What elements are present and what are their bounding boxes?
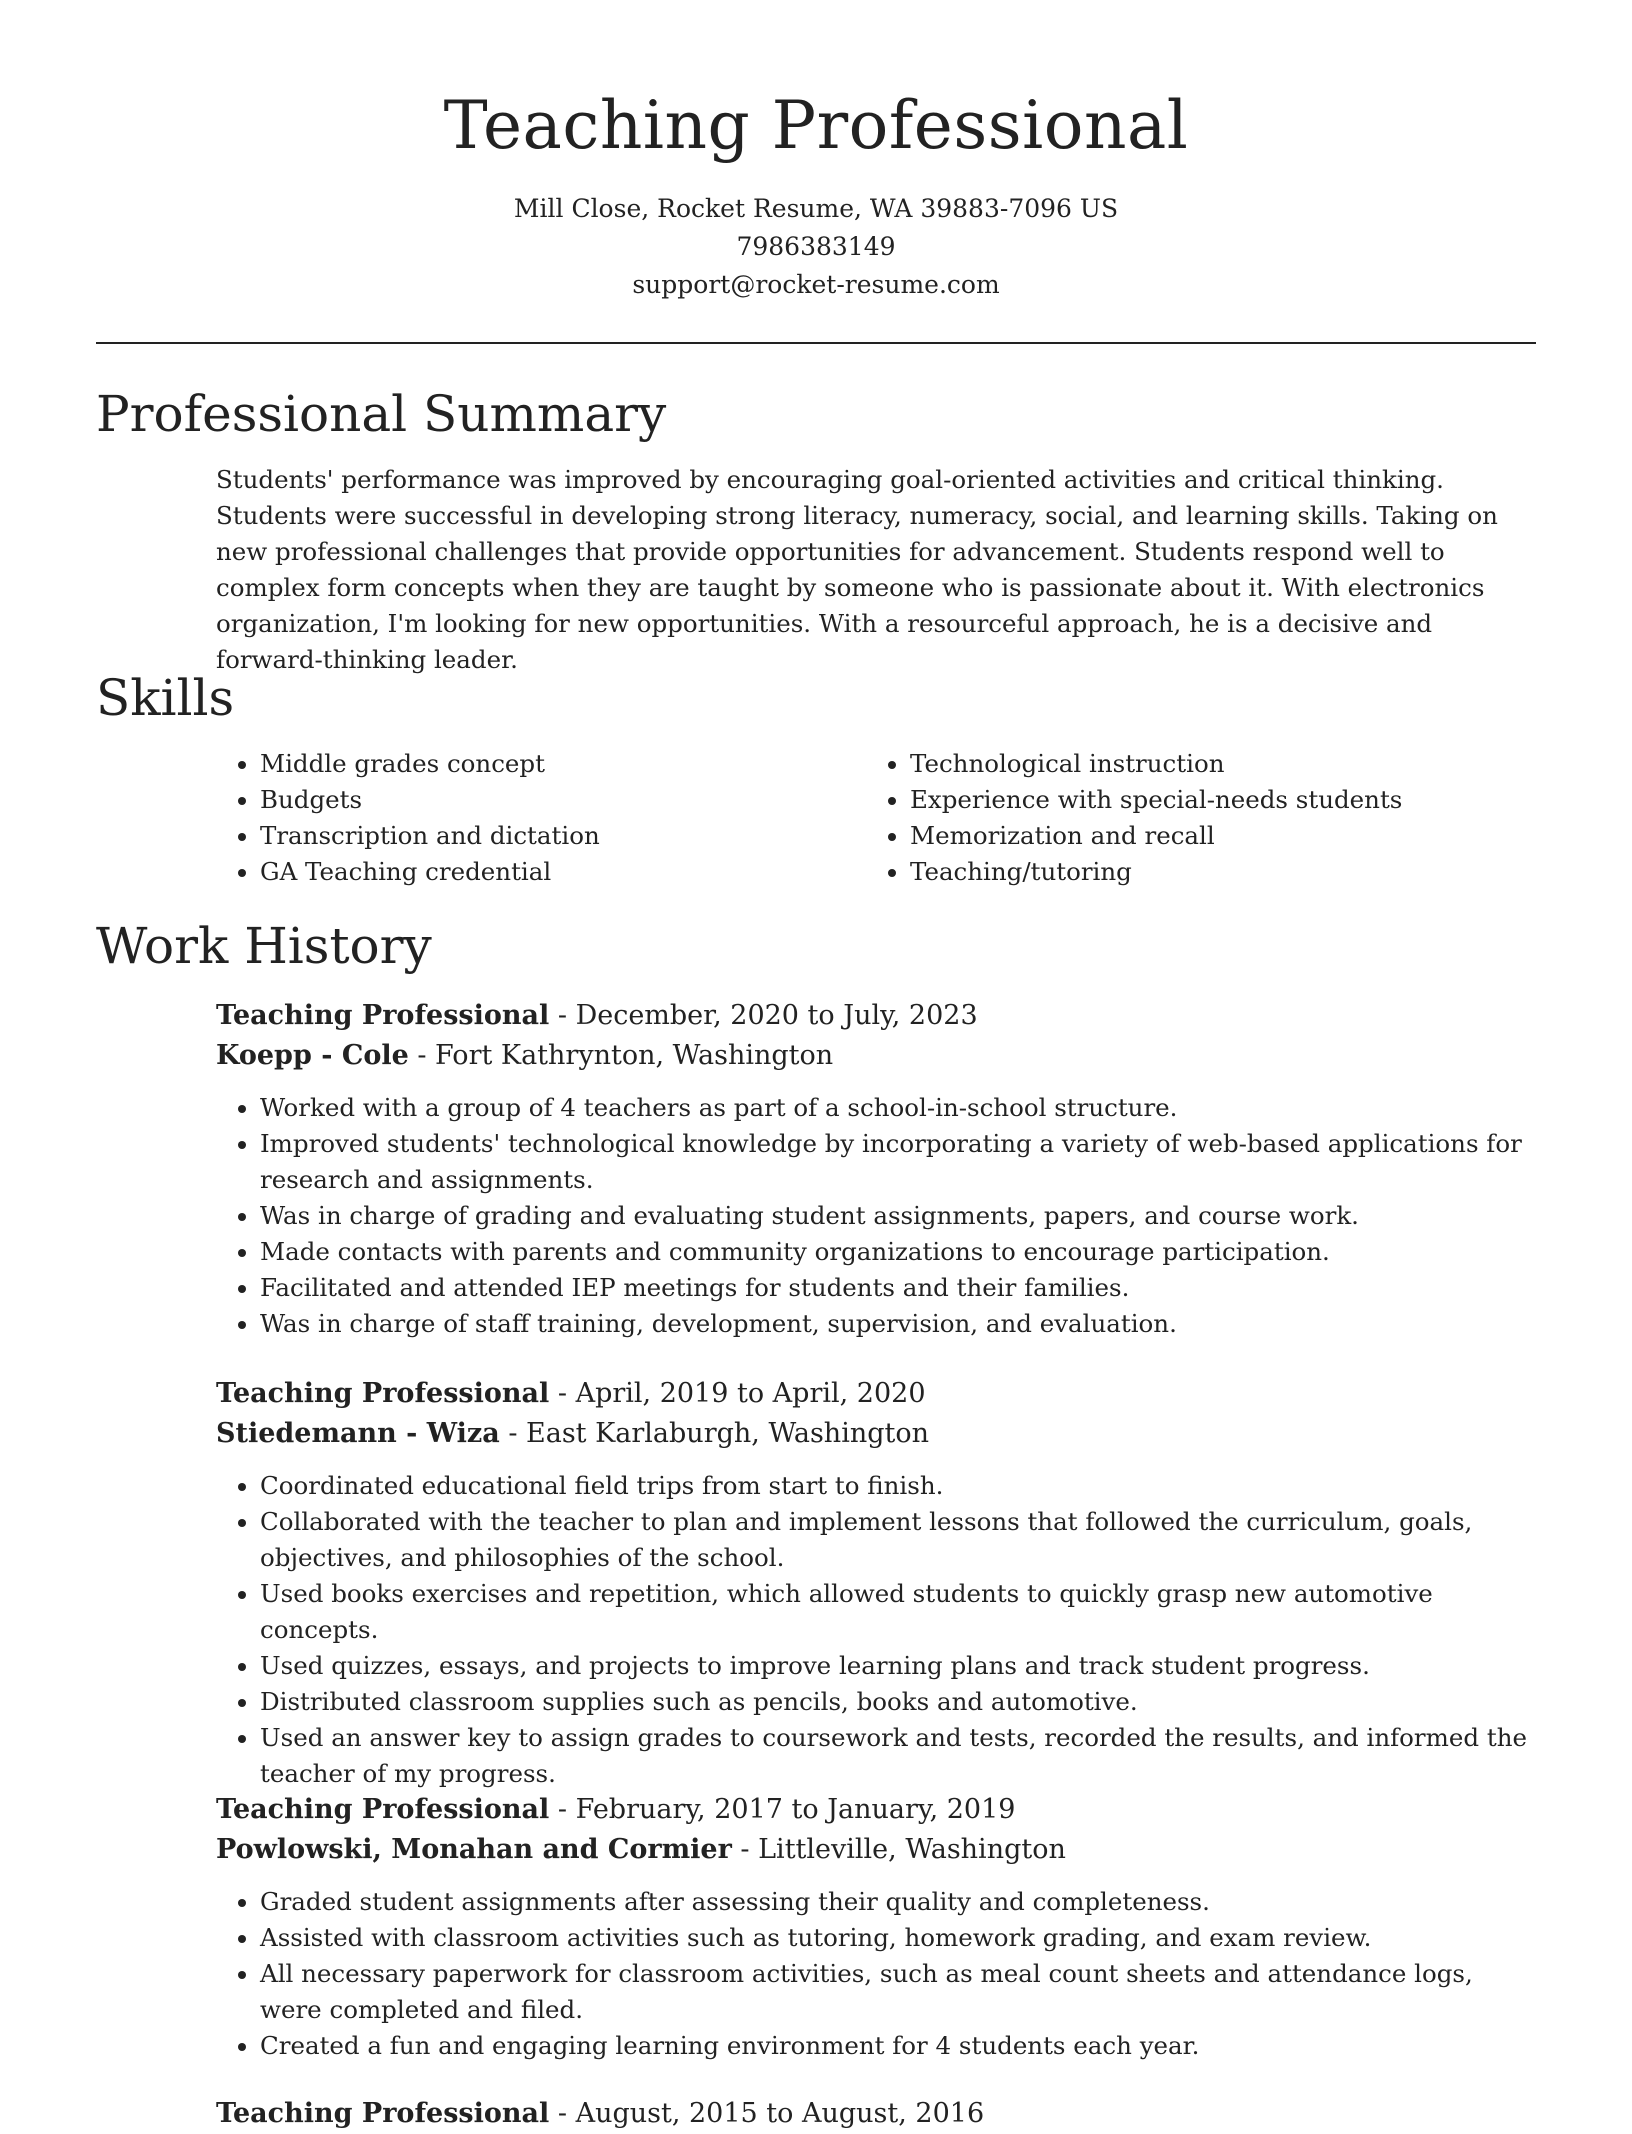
- duty-item: • Used quizzes, essays, and projects to improve learning plans and track student progress.: [260, 1648, 1540, 1684]
- skill-item: • Experience with special-needs students: [910, 782, 1486, 818]
- job-duties: [216, 1468, 1540, 1792]
- duty-item: • Was in charge of grading and evaluating student assignments, papers, and course work.: [260, 1198, 1540, 1234]
- job-company: Koepp - Cole: [216, 1040, 409, 1071]
- job-duties: [216, 1090, 1540, 1342]
- duty-item: • Collaborated with the teacher to plan and implement lessons that followed the curriculum, goals, objectives, and philosophies of the school.: [260, 1504, 1540, 1576]
- contact-block: [0, 190, 1632, 304]
- skills-list-right: [866, 746, 1486, 890]
- summary-heading: Professional Summary: [96, 385, 667, 443]
- job-position: Teaching Professional: [216, 2098, 550, 2129]
- duty-item: • Graded student assignments after assessing their quality and completeness.: [260, 1884, 1540, 1920]
- duty-item: • Assisted with classroom activities such as tutoring, homework grading, and exam review.: [260, 1920, 1540, 1956]
- work-history-heading: Work History: [96, 917, 432, 975]
- job-position: Teaching Professional: [216, 1000, 550, 1031]
- duty-item: • Coordinated educational field trips from start to finish.: [260, 1468, 1540, 1504]
- duty-item: • Improved students' technological knowledge by incorporating a variety of web-based applications for research and assignments.: [260, 1126, 1540, 1198]
- job-company-line: [216, 1036, 1540, 1076]
- job-company: Stiedemann - Wiza: [216, 1418, 500, 1449]
- job-duties: [216, 1884, 1540, 2064]
- skills-left-column: [216, 746, 836, 890]
- skill-item: • GA Teaching credential: [260, 854, 836, 890]
- job-title-line: [216, 1790, 1540, 1830]
- job-title-line: [216, 996, 1540, 1036]
- job-company: Powlowski, Monahan and Cormier: [216, 1834, 732, 1865]
- duty-item: • Facilitated and attended IEP meetings for students and their families.: [260, 1270, 1540, 1306]
- skill-item: • Technological instruction: [910, 746, 1486, 782]
- job-entry: [216, 1374, 1540, 1792]
- duty-item: • Created a fun and engaging learning environment for 4 students each year.: [260, 2028, 1540, 2064]
- job-company-line: [216, 1830, 1540, 1870]
- skill-item: • Transcription and dictation: [260, 818, 836, 854]
- contact-email: support@rocket-resume.com: [632, 270, 1000, 299]
- summary-text: Students' performance was improved by encouraging goal-oriented activities and critical thinking. Students were successful in developing strong literacy, numeracy, social, and learning skills. Taking on new professional challenges that provide opportunities for advancement. Students respond well to complex form concepts when they are taught by someone who is passionate about it. With electronics organization, I'm looking for new opportunities. With a resourceful approach, he is a decisive and forward-thinking leader.: [216, 465, 1498, 674]
- skill-item: • Memorization and recall: [910, 818, 1486, 854]
- duty-item: • All necessary paperwork for classroom activities, such as meal count sheets and attendance logs, were completed and filed.: [260, 1956, 1540, 2028]
- duty-item: • Distributed classroom supplies such as pencils, books and automotive.: [260, 1684, 1540, 1720]
- duty-item: • Used books exercises and repetition, which allowed students to quickly grasp new automotive concepts.: [260, 1576, 1540, 1648]
- job-location: - East Karlaburgh, Washington: [499, 1418, 929, 1449]
- job-location: - Fort Kathrynton, Washington: [408, 1040, 834, 1071]
- duty-item: • Was in charge of staff training, development, supervision, and evaluation.: [260, 1306, 1540, 1342]
- skill-item: • Teaching/tutoring: [910, 854, 1486, 890]
- duty-item: • Made contacts with parents and community organizations to encourage participation.: [260, 1234, 1540, 1270]
- contact-address: Mill Close, Rocket Resume, WA 39883-7096 US: [513, 194, 1119, 223]
- skill-item: • Budgets: [260, 782, 836, 818]
- skills-heading: Skills: [96, 669, 235, 727]
- header-divider: [96, 342, 1536, 344]
- contact-phone: 7986383149: [736, 232, 896, 261]
- job-position: Teaching Professional: [216, 1794, 550, 1825]
- resume-name: Teaching Professional: [443, 87, 1189, 164]
- job-title-line: [216, 1374, 1540, 1414]
- job-position: Teaching Professional: [216, 1378, 550, 1409]
- skills-list-left: [216, 746, 836, 890]
- job-entry: [216, 1790, 1540, 2064]
- job-title-line: [216, 2094, 1540, 2134]
- job-company-line: [216, 1414, 1540, 1454]
- job-dates: - February, 2017 to January, 2019: [549, 1794, 1016, 1825]
- job-location: - Littleville, Washington: [731, 1834, 1066, 1865]
- skill-item: • Middle grades concept: [260, 746, 836, 782]
- job-dates: - August, 2015 to August, 2016: [549, 2098, 985, 2129]
- duty-item: • Used an answer key to assign grades to coursework and tests, recorded the results, and informed the teacher of my progress.: [260, 1720, 1540, 1792]
- job-dates: - April, 2019 to April, 2020: [549, 1378, 926, 1409]
- job-entry: [216, 996, 1540, 1342]
- job-entry: [216, 2094, 1540, 2134]
- duty-item: • Worked with a group of 4 teachers as part of a school-in-school structure.: [260, 1090, 1540, 1126]
- skills-right-column: [866, 746, 1486, 890]
- job-dates: - December, 2020 to July, 2023: [549, 1000, 978, 1031]
